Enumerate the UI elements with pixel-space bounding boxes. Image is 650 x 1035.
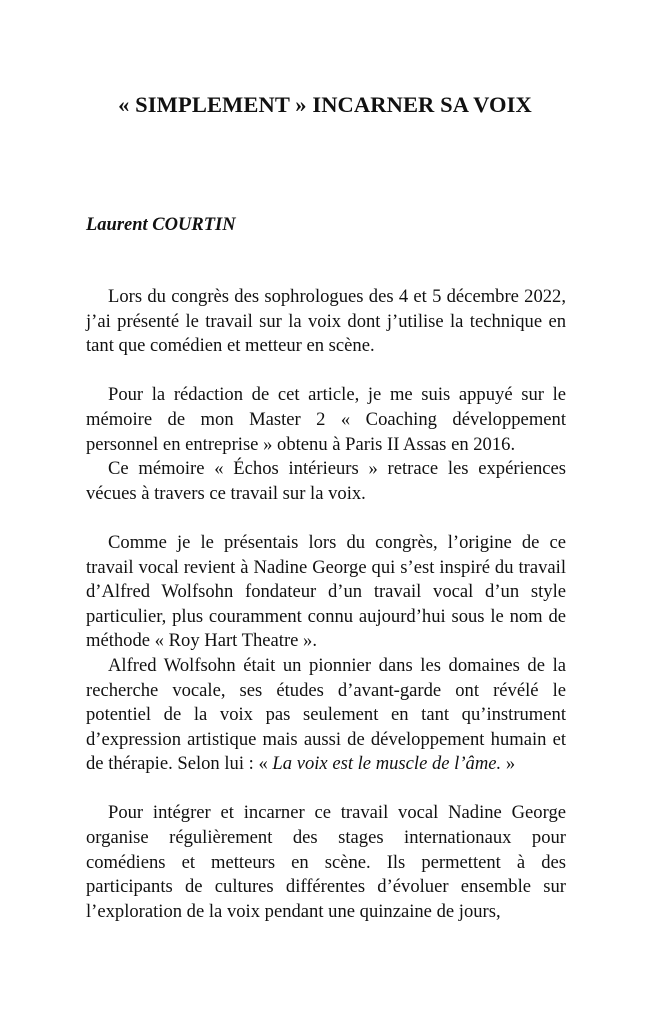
article-body: [86, 285, 566, 924]
paragraph-wolfsohn-text: Alfred Wolfsohn était un pionnier dans les domaines de la recherche vocale, ses études d’avant-garde ont révélé le potentiel de la voix pas seulement en tant qu’instrument d’expression artistique mais aussi de développement humain et de thérapie. Selon lui : «: [86, 654, 566, 775]
paragraph-wolfsohn-closing: »: [501, 753, 516, 775]
paragraph-master-thesis: Pour la rédaction de cet article, je me suis appuyé sur le mémoire de mon Master 2 « Coaching développement personnel en entreprise » obtenu à Paris II Assas en 2016.: [86, 384, 566, 455]
paragraph-congress: Lors du congrès des sophrologues des 4 et 5 décembre 2022, j’ai présenté le travail sur la voix dont j’utilise la technique en tant que comédien et metteur en scène.: [86, 286, 566, 357]
article-author: Laurent COURTIN: [86, 215, 236, 235]
paragraph-stages: Pour intégrer et incarner ce travail vocal Nadine George organise régulièrement des stages internationaux pour comédiens et metteurs en scène. Ils permettent à des participants de cultures différentes d’évoluer ensemble sur l’exploration de la voix pendant une quinzaine de jours,: [86, 802, 566, 922]
article-title: « SIMPLEMENT » INCARNER SA VOIX: [118, 92, 532, 117]
paragraph-origin: Comme je le présentais lors du congrès, l’origine de ce travail vocal revient à Nadine George qui s’est inspiré du travail d’Alfred Wolfsohn fondateur d’un travail vocal d’un style particulier, plus couramment connu aujourd’hui sous le nom de méthode « Roy Hart Theatre ».: [86, 531, 566, 652]
wolfsohn-quote: La voix est le muscle de l’âme.: [272, 753, 502, 775]
paragraph-wolfsohn: [86, 654, 566, 777]
paragraph-echos-interieurs: Ce mémoire « Échos intérieurs » retrace les expériences vécues à travers ce travail sur la voix.: [86, 458, 566, 504]
